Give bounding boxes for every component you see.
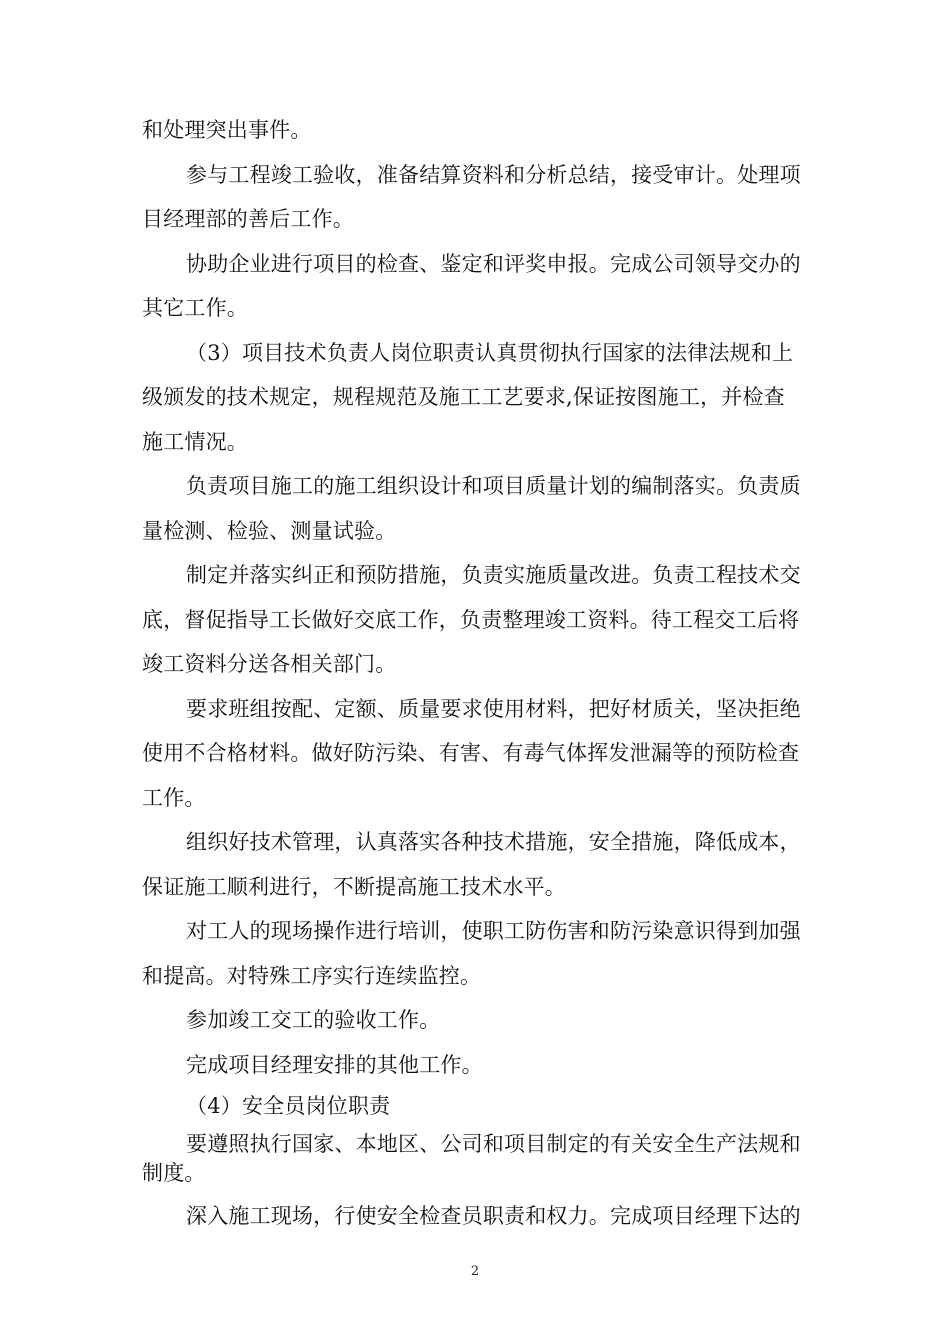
text-line-17: 组织好技术管理，认真落实各种技术措施，安全措施，降低成本， xyxy=(186,830,801,854)
section-3-heading-line: （3）项目技术负责人岗位职责认真贯彻执行国家的法律法规和上 xyxy=(186,341,794,365)
text-line-24: 要遵照执行国家、本地区、公司和项目制定的有关安全生产法规和 xyxy=(186,1132,801,1156)
text-line-18: 保证施工顺利进行，不断提高施工技术水平。 xyxy=(142,875,566,899)
text-line-22: 完成项目经理安排的其他工作。 xyxy=(186,1053,483,1077)
text-line-3: 目经理部的善后工作。 xyxy=(142,207,354,231)
section-4-heading: （4）安全员岗位职责 xyxy=(186,1094,391,1118)
page-number: 2 xyxy=(470,1264,480,1279)
text-line-26: 深入施工现场，行使安全检查员职责和权力。完成项目经理下达的 xyxy=(186,1204,801,1228)
text-line-2: 参与工程竣工验收，准备结算资料和分析总结，接受审计。处理项 xyxy=(186,163,801,187)
text-line-12: 底，督促指导工长做好交底工作，负责整理竣工资料。待工程交工后将 xyxy=(142,608,800,632)
text-line-19: 对工人的现场操作进行培训，使职工防伤害和防污染意识得到加强 xyxy=(186,919,801,943)
text-line-7: 级颁发的技术规定，规程规范及施工工艺要求,保证按图施工，并检查 xyxy=(142,385,785,409)
text-line-8: 施工情况。 xyxy=(142,430,248,454)
text-line-16: 工作。 xyxy=(142,786,206,810)
text-line-15: 使用不合格材料。做好防污染、有害、有毒气体挥发泄漏等的预防检查 xyxy=(142,741,800,765)
text-line-1: 和处理突出事件。 xyxy=(142,118,312,142)
text-line-21: 参加竣工交工的验收工作。 xyxy=(186,1008,441,1032)
text-line-14: 要求班组按配、定额、质量要求使用材料，把好材质关，坚决拒绝 xyxy=(186,697,801,721)
text-line-13: 竣工资料分送各相关部门。 xyxy=(142,652,397,676)
text-line-25: 制度。 xyxy=(142,1161,206,1185)
text-line-9: 负责项目施工的施工组织设计和项目质量计划的编制落实。负责质 xyxy=(186,474,801,498)
text-line-20: 和提高。对特殊工序实行连续监控。 xyxy=(142,964,482,988)
text-line-4: 协助企业进行项目的检查、鉴定和评奖申报。完成公司领导交办的 xyxy=(186,252,801,276)
text-line-5: 其它工作。 xyxy=(142,296,248,320)
text-line-11: 制定并落实纠正和预防措施，负责实施质量改进。负责工程技术交 xyxy=(186,563,801,587)
text-line-10: 量检测、检验、测量试验。 xyxy=(142,519,397,543)
